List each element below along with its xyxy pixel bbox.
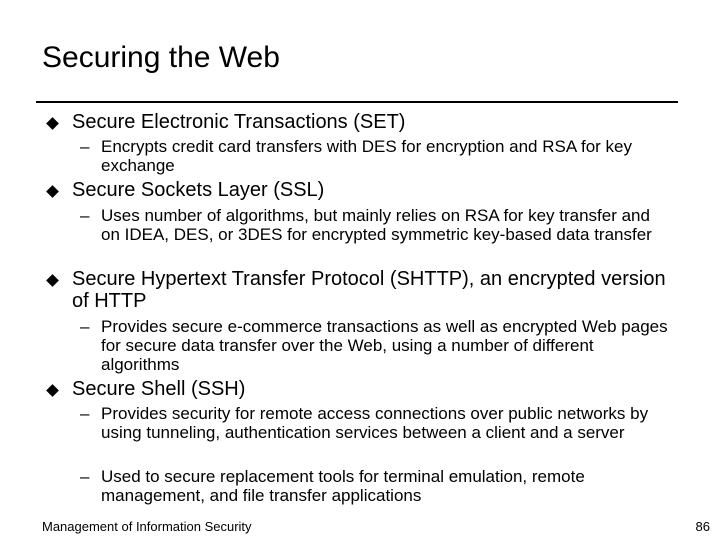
diamond-bullet-icon — [46, 185, 59, 198]
dash-marker: – — [80, 317, 90, 336]
bullet-text: Secure Hypertext Transfer Protocol (SHTTP), an encrypted version of HTTP — [72, 268, 666, 312]
bullet-text: Secure Sockets Layer (SSL) — [72, 179, 325, 201]
slide-title: Securing the Web — [42, 41, 280, 74]
diamond-bullet-icon — [46, 274, 59, 287]
diamond-bullet-icon — [46, 384, 59, 397]
diamond-bullet-icon — [46, 117, 59, 130]
sub-bullet-text: Used to secure replacement tools for terminal emulation, remote management, and file transfer applications — [101, 467, 585, 505]
dash-marker: – — [80, 206, 90, 225]
sub-bullet-text: Provides secure e-commerce transactions as well as encrypted Web pages for secure data transfer over the Web, using a number of different algorithms — [101, 317, 668, 374]
dash-marker: – — [80, 137, 90, 156]
page-number: 86 — [695, 519, 710, 534]
dash-marker: – — [80, 467, 90, 486]
title-divider — [36, 101, 678, 103]
footer-source: Management of Information Security — [42, 519, 252, 534]
dash-marker: – — [80, 404, 90, 423]
sub-bullet-text: Uses number of algorithms, but mainly relies on RSA for key transfer and on IDEA, DES, or 3DES for encrypted symmetric key-based data transfer — [101, 206, 652, 244]
sub-bullet-text: Encrypts credit card transfers with DES for encryption and RSA for key exchange — [101, 137, 632, 175]
bullet-text: Secure Shell (SSH) — [72, 378, 246, 400]
bullet-text: Secure Electronic Transactions (SET) — [72, 111, 406, 133]
sub-bullet-text: Provides security for remote access connections over public networks by using tunneling, authentication services between a client and a server — [101, 404, 649, 442]
